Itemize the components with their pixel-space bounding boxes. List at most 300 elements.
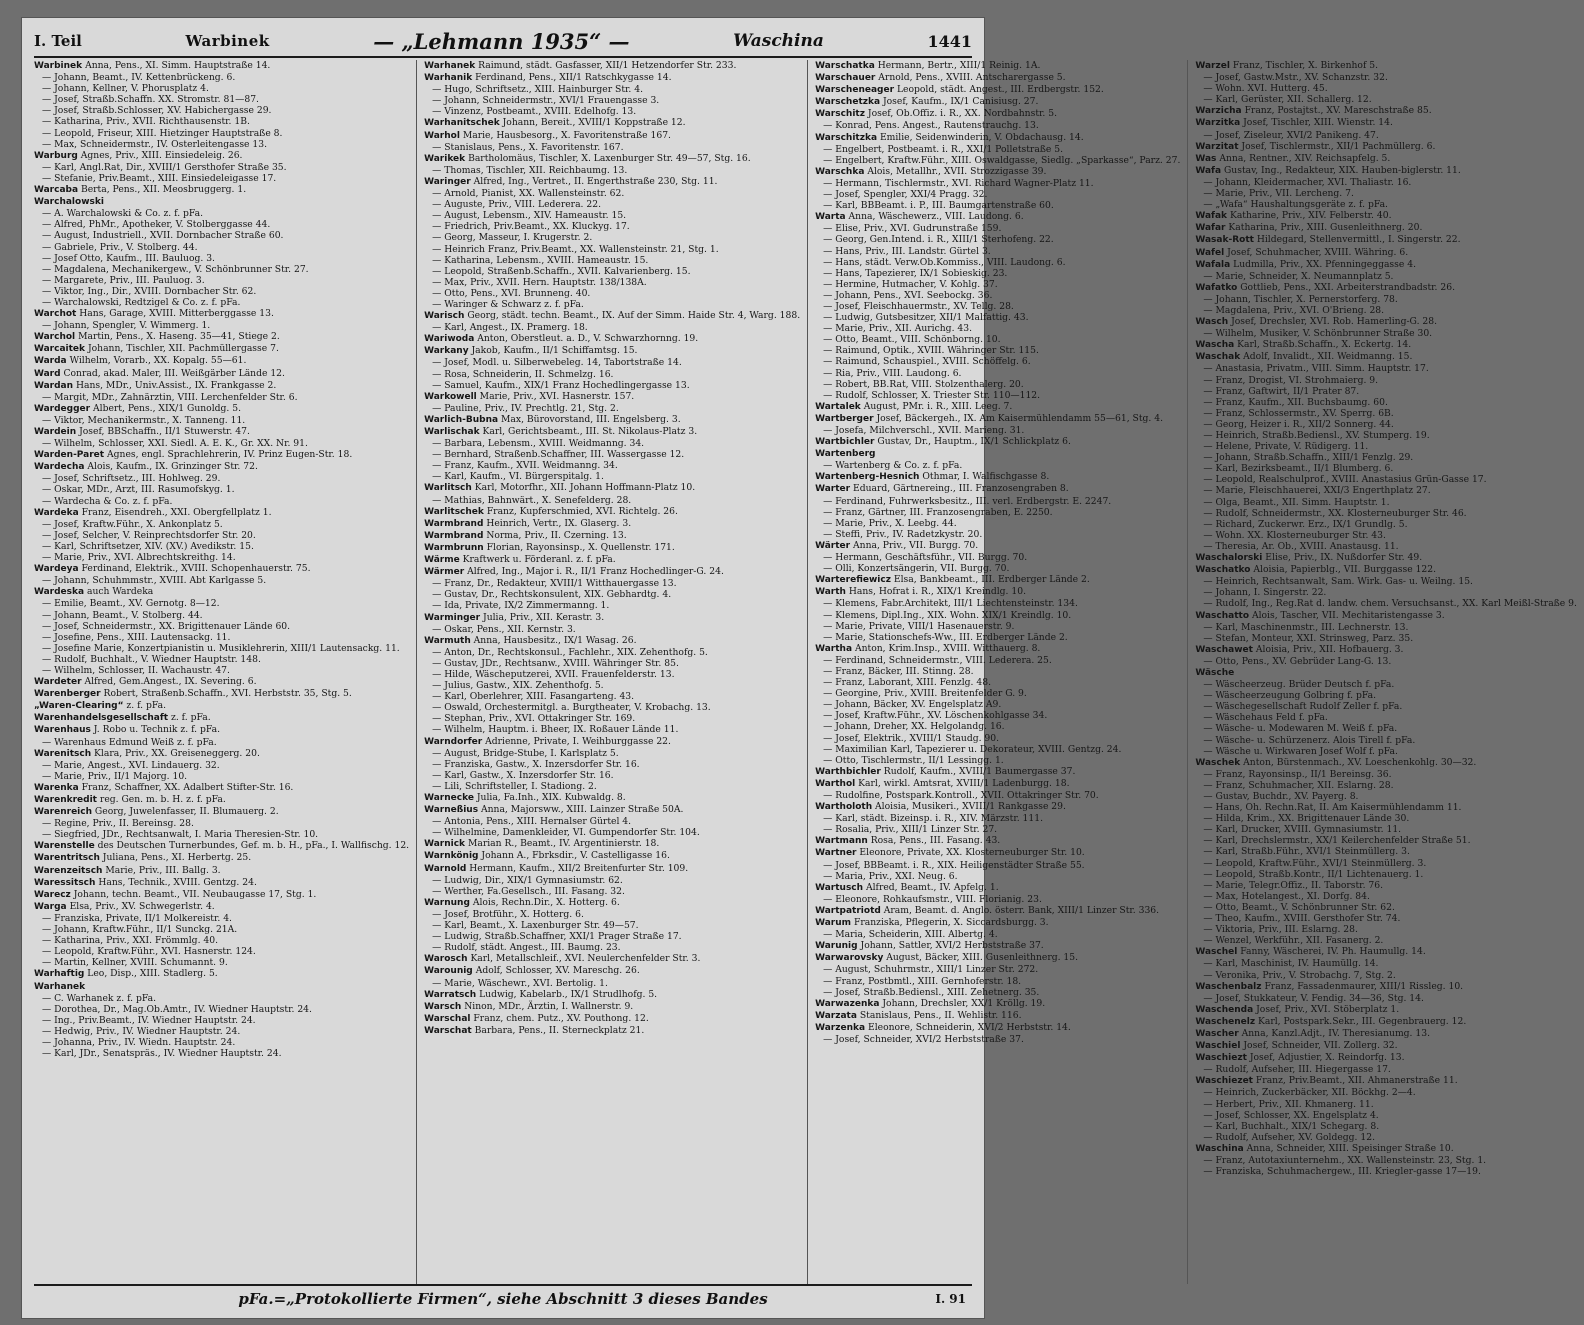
directory-entry <box>815 801 1180 813</box>
entry-surname: Warenkredit <box>34 795 97 805</box>
entry-details: — Johann, Pens., XVI. Seebockg. 36. <box>823 289 993 301</box>
entry-details: — Josef, Spengler, XXI/4 Pragg. 32. <box>823 189 988 201</box>
directory-entry <box>1195 610 1577 622</box>
page-header <box>34 26 972 58</box>
directory-entry <box>1195 552 1577 564</box>
directory-entry <box>424 142 800 153</box>
directory-entry <box>424 495 800 506</box>
entry-surname: Wärter <box>815 540 851 551</box>
entry-details: — Magdalena, Priv., XVI. O'Brieng. 28. <box>1203 304 1385 316</box>
entry-details: Johann, techn. Beamt., VII. Neubaugasse 17, Stg. 1. <box>73 888 317 900</box>
entry-surname: Warschatka <box>815 61 875 71</box>
entry-details: Franz, Eisendreh., XXI. Obergfellplatz 1. <box>81 506 272 518</box>
entry-surname: Warhaftig <box>34 969 85 980</box>
entry-details: — Karl, Drucker, XVIII. Gymnasiumstr. 11. <box>1203 824 1402 836</box>
directory-entry <box>34 530 409 541</box>
entry-surname: Wafel <box>1195 247 1225 258</box>
directory-entry <box>1195 667 1577 679</box>
entry-details: — Karl, JDr., Senatspräs., IV. Wiedner Hauptstr. 24. <box>42 1048 282 1060</box>
page-footer <box>34 1284 972 1312</box>
entry-surname: Warenhandelsgesellschaft <box>34 713 169 724</box>
entry-details: Georg, städt. techn. Beamt., IX. Auf der Simm. Haide Str. 4, Warg. 188. <box>467 310 801 322</box>
directory-entry <box>815 1010 1180 1022</box>
range-end-word: Waschina <box>733 31 824 51</box>
entry-details: Gustav, Ing., Redakteur, XIX. Hauben-biglerstr. 11. <box>1223 164 1461 176</box>
entry-details: Karl, Straßb.Schaffn., X. Eckertg. 14. <box>1237 339 1412 351</box>
directory-entry <box>424 130 800 142</box>
directory-entry <box>424 322 800 333</box>
entry-details: Rosa, Pens., III. Fasang. 43. <box>870 835 1001 847</box>
entry-details: Anton, Bürstenmach., XV. Loeschenkohlg. 30—32. <box>1243 756 1477 768</box>
entry-surname: Wartusch <box>815 882 864 893</box>
directory-entry <box>424 680 800 691</box>
entry-details: — Leopold, Straßenb.Schaffn., XVII. Kalvarienberg. 15. <box>432 265 691 277</box>
directory-entry <box>815 699 1180 710</box>
entry-details: Franz, chem. Putz., XV. Pouthong. 12. <box>473 1012 649 1024</box>
entry-surname: Warlitschek <box>424 506 484 517</box>
entry-surname: Warmbrand <box>424 530 484 541</box>
directory-entry <box>424 1013 800 1025</box>
directory-entry <box>1195 913 1577 924</box>
directory-entry <box>34 496 409 507</box>
directory-entry <box>424 909 800 920</box>
directory-entry <box>424 288 800 299</box>
directory-entry <box>34 392 409 403</box>
directory-entry <box>1195 452 1577 463</box>
entry-details: — Warenhaus Edmund Weiß z. f. pFa. <box>42 736 217 748</box>
entry-details: Alfred, Gem.Angest., IX. Severing. 6. <box>84 676 257 688</box>
entry-details: Anna, Schneider, XIII. Speisinger Straße 10. <box>1246 1142 1454 1154</box>
directory-entry <box>1195 508 1577 519</box>
entry-details: Aloisia, Papierblg., VII. Burggasse 122. <box>1253 564 1437 576</box>
directory-entry <box>1195 541 1577 552</box>
entry-surname: Waschenda <box>1195 1004 1254 1015</box>
directory-entry <box>424 850 800 862</box>
directory-entry <box>34 981 409 993</box>
directory-entry <box>34 415 409 426</box>
entry-details: Johann, Tischler, XII. Pachmüllergasse 7. <box>87 343 279 355</box>
directory-entry <box>815 643 1180 655</box>
entry-details: Franz, Fassadenmaurer, XIII/1 Rissleg. 10. <box>1264 980 1464 992</box>
entry-surname: Warzata <box>815 1010 857 1021</box>
directory-entry <box>424 736 800 748</box>
entry-details: — Josefine, Pens., XIII. Lautensackg. 11. <box>42 631 231 643</box>
entry-surname: Wasak-Rott <box>1195 235 1254 246</box>
directory-entry <box>1195 946 1577 958</box>
entry-details: — Wilhelm, Hauptm. i. Bheer, IX. Roßauer Lände 11. <box>432 724 679 736</box>
directory-entry <box>815 496 1180 507</box>
entry-surname: Warter <box>815 484 851 495</box>
directory-entry <box>815 234 1180 245</box>
directory-entry <box>34 676 409 688</box>
entry-details: — Georgine, Priv., XVIII. Breitenfelder G. 9. <box>823 688 1027 700</box>
directory-entry <box>424 460 800 471</box>
entry-surname: Warkany <box>424 346 469 357</box>
entry-details: — Johanna, Priv., IV. Wiedn. Hauptstr. 24. <box>42 1036 236 1048</box>
directory-entry <box>815 987 1180 998</box>
entry-surname: Warschitz <box>815 109 865 120</box>
entry-surname: Waringer <box>424 176 471 187</box>
entry-details: Agnes, Priv., XIII. Einsiedeleig. 26. <box>80 149 243 161</box>
entry-surname: Warunig <box>815 941 858 952</box>
directory-entry <box>815 621 1180 632</box>
directory-entry <box>1195 746 1577 757</box>
directory-entry <box>424 391 800 403</box>
entry-details: Josef, Tischlermstr., XII/1 Pachmüllerg. 6. <box>1241 140 1436 152</box>
directory-entry <box>815 84 1180 96</box>
directory-entry <box>815 790 1180 801</box>
entry-details: Hans, Garage, XVIII. Mitterberggasse 13. <box>79 308 274 320</box>
directory-entry <box>1195 924 1577 935</box>
directory-entry <box>424 965 800 977</box>
directory-entry <box>34 286 409 297</box>
entry-details: — Engelbert, Kraftw.Führ., XIII. Oswaldgasse, Siedlg. „Sparkasse“, Parz. 27. <box>823 154 1181 166</box>
entry-surname: Warschitzka <box>815 132 878 143</box>
directory-entry <box>1195 419 1577 430</box>
entry-details: — Wilhelm, Schlosser, XXI. Siedl. A. E. K., Gr. XX. Nr. 91. <box>42 438 308 450</box>
directory-entry <box>1195 598 1577 609</box>
directory-entry <box>1195 519 1577 530</box>
directory-entry <box>1195 141 1577 153</box>
entry-surname: Wäsche <box>1195 667 1235 678</box>
entry-surname: Warhol <box>424 130 460 141</box>
directory-entry <box>34 621 409 632</box>
entry-details: — Emilie, Beamt., XV. Gernotg. 8—12. <box>42 598 220 610</box>
directory-entry <box>34 519 409 530</box>
directory-entry <box>34 320 409 331</box>
directory-entry <box>34 253 409 264</box>
entry-details: — Rudolf, Aufseher, III. Hiegergasse 17. <box>1203 1064 1391 1076</box>
entry-details: — Warchalowski, Redtzigel & Co. z. f. pFa. <box>42 296 241 308</box>
directory-entry <box>424 600 800 611</box>
entry-surname: Warenreich <box>34 807 92 818</box>
entry-surname: Warcaba <box>34 185 79 196</box>
entry-details: — Alfred, PhMr., Apotheker, V. Stolberggasse 44. <box>42 219 271 231</box>
entry-details: — Dorothea, Dr., Mag.Ob.Amtr., IV. Wiedner Hauptstr. 24. <box>42 1003 312 1015</box>
directory-entry <box>1195 576 1577 587</box>
entry-surname: Warzenka <box>815 1022 866 1033</box>
entry-details: — Ria, Priv., VIII. Laudong. 6. <box>823 367 962 379</box>
directory-entry <box>1195 177 1577 188</box>
entry-surname: Warden-Paret <box>34 450 105 461</box>
entry-details: Hildegard, Stellenvermittl., I. Singerstr. 22. <box>1256 234 1461 246</box>
directory-entry <box>815 120 1180 131</box>
directory-entry <box>1195 712 1577 723</box>
directory-entry <box>34 128 409 139</box>
directory-entry <box>1195 1166 1577 1177</box>
entry-surname: Warzitat <box>1195 141 1239 152</box>
entry-surname: Warthbichler <box>815 766 881 777</box>
entry-details: — Ludwig, Gutsbesitzer, XII/1 Malfattig. 43. <box>823 312 1029 324</box>
directory-entry <box>815 401 1180 413</box>
directory-entry <box>815 460 1180 471</box>
directory-title: — „Lehmann 1935“ — <box>373 28 630 54</box>
entry-surname: Warbinek <box>34 61 83 71</box>
directory-entry <box>1195 564 1577 576</box>
entry-surname: Wafa <box>1195 165 1222 176</box>
directory-entry <box>1195 846 1577 857</box>
directory-entry <box>34 563 409 575</box>
entry-surname: Was <box>1195 153 1217 164</box>
directory-entry <box>34 368 409 380</box>
entry-details: — Hans, Priv., III. Landstr. Gürtel 3. <box>823 245 991 257</box>
entry-details: — Theresia, Ar. Ob., XVIII. Anastausg. 11. <box>1203 540 1399 552</box>
entry-details: — Wäschehaus Feld f. pFa. <box>1203 712 1328 724</box>
directory-entry <box>424 792 800 804</box>
directory-entry <box>34 173 409 184</box>
entry-details: — Stephan, Priv., XVI. Ottakringer Str. 169. <box>432 713 636 725</box>
entry-surname: Wartbichler <box>815 437 875 448</box>
entry-details: — Antonia, Pens., XIII. Hernalser Gürtel 4. <box>432 816 632 828</box>
directory-entry <box>424 426 800 438</box>
entry-details: — Steffi, Priv., IV. Radetzkystr. 20. <box>823 528 983 540</box>
entry-details: Franz, Kupferschmied, XVI. Richtelg. 26. <box>486 505 678 517</box>
directory-entry <box>1195 757 1577 769</box>
entry-surname: Waschiel <box>1195 1041 1241 1052</box>
entry-surname: Warisch <box>424 311 465 322</box>
entry-surname: Warth <box>815 587 846 598</box>
directory-entry <box>424 713 800 724</box>
entry-details: Emilie, Seidenwinderin, V. Obdachausg. 14. <box>879 131 1084 143</box>
entry-surname: Warschat <box>424 1025 472 1036</box>
entry-details: — Josef, Modl. u. Silberwebeleg. 14, Tabortstraße 14. <box>432 357 682 369</box>
directory-entry <box>424 658 800 669</box>
entry-details: — Hans, Oh. Rechn.Rat, II. Am Kaisermühlendamm 11. <box>1203 802 1462 814</box>
entry-details: Conrad, akad. Maler, III. Weißgärber Lände 12. <box>63 367 285 379</box>
directory-entry <box>424 724 800 735</box>
entry-details: Josef, Adjustier, X. Reindorfg. 13. <box>1249 1052 1405 1064</box>
entry-details: Johann A., Fbrksdir., V. Castelligasse 16. <box>481 850 670 862</box>
directory-entry <box>1195 587 1577 598</box>
entry-surname: Warterefiewicz <box>815 575 891 586</box>
directory-entry <box>815 483 1180 495</box>
directory-entry <box>424 84 800 95</box>
entry-details: — Johann, I. Singerstr. 22. <box>1203 587 1327 599</box>
directory-entry <box>815 847 1180 859</box>
directory-entry <box>1195 222 1577 234</box>
directory-entry <box>815 144 1180 155</box>
directory-entry <box>424 482 800 494</box>
entry-details: — Friedrich, Priv.Beamt., XX. Kluckyg. 17. <box>432 221 630 233</box>
entry-details: Aram, Beamt. d. Anglo. österr. Bank, XIII/1 Linzer Str. 336. <box>883 904 1160 916</box>
entry-surname: Warlitsch <box>424 483 472 494</box>
entry-surname: Wardein <box>34 427 77 437</box>
directory-entry <box>815 940 1180 952</box>
entry-details: — Josef, Fleischhauermstr., XV. Tellg. 28. <box>823 300 1014 312</box>
entry-details: — Klemens, Dipl.Ing., XIX. Wohn. XIX/1 Kreindlg. 10. <box>823 609 1072 621</box>
directory-entry <box>1195 723 1577 734</box>
entry-details: — Josef, Straßb.Bediensl., XIII. Zehetnerg. 35. <box>823 986 1040 998</box>
entry-details: Julia, Priv., XII. Kerastr. 3. <box>483 611 605 623</box>
directory-entry <box>1195 328 1577 339</box>
directory-entry <box>1195 247 1577 259</box>
directory-entry <box>34 760 409 771</box>
entry-details: — Karl, Maschinist, IV. Haumüllg. 14. <box>1203 958 1379 970</box>
entry-details: — Auguste, Priv., VIII. Lederera. 22. <box>432 199 601 211</box>
directory-entry <box>1195 813 1577 824</box>
directory-entry <box>815 1034 1180 1045</box>
entry-details: Leopold, städt. Angest., III. Erdbergstr. 152. <box>896 84 1104 96</box>
directory-entry <box>1195 858 1577 869</box>
entry-details: — Franz, Gaftwirt, II/1 Prater 87. <box>1203 385 1360 397</box>
directory-entry <box>1195 690 1577 701</box>
entry-details: — Veronika, Priv., V. Strobachg. 7, Stg. 2. <box>1203 969 1396 981</box>
entry-details: — August, Bridge-Stube, I. Karlsplatz 5. <box>432 747 619 759</box>
directory-entry <box>34 724 409 736</box>
entry-details: — Wäschegesellschaft Rudolf Zeller f. pFa. <box>1203 701 1403 713</box>
entry-details: Anton, Oberstleut. a. D., V. Schwarzhornng. 19. <box>477 333 699 345</box>
directory-entry <box>34 150 409 162</box>
entry-surname: Wafar <box>1195 223 1226 234</box>
entry-details: — Marie, Priv., X. Leebg. 44. <box>823 517 957 529</box>
directory-entry <box>34 782 409 794</box>
entry-surname: Warmbrunn <box>424 542 484 553</box>
directory-entry <box>424 266 800 277</box>
directory-entry <box>815 379 1180 390</box>
entry-details: — Hermann, Tischlermstr., XVI. Richard Wagner-Platz 11. <box>823 177 1094 189</box>
entry-details: — Franz, Schlossermstr., XV. Sperrg. 6B. <box>1203 407 1394 419</box>
section-label: I. Teil <box>34 32 82 50</box>
entry-details: Josef, Kaufm., IX/1 Canisiusg. 27. <box>882 96 1039 108</box>
directory-entry <box>815 964 1180 975</box>
entry-details: Eleonore, Private, XX. Klosterneuburger Str. 10. <box>859 847 1085 859</box>
directory-entry <box>34 461 409 473</box>
entry-details: — Rosalia, Priv., XIII/1 Linzer Str. 27. <box>823 824 998 836</box>
entry-surname: Wardecha <box>34 462 85 473</box>
entry-details: Ludwig, Kabelarb., IX/1 Strudlhofg. 5. <box>479 988 658 1000</box>
directory-entry <box>815 540 1180 552</box>
entry-details: — Wenzel, Werkführ., XII. Fasanerg. 2. <box>1203 935 1384 947</box>
directory-entry <box>1195 1016 1577 1028</box>
directory-entry <box>424 153 800 165</box>
entry-details: — Wäscheerzeug. Brüder Deutsch f. pFa. <box>1203 679 1395 691</box>
directory-entry <box>34 610 409 621</box>
entry-details: — C. Warhanek z. f. pFa. <box>42 992 157 1004</box>
entry-details: — Ferdinand, Fuhrwerksbesitz., III. verl. Erdbergstr. E. 2247. <box>823 495 1112 507</box>
entry-details: — Hermine, Hutmacher, V. Kohlg. 37. <box>823 278 998 290</box>
entry-details: Marian R., Beamt., IV. Argentinierstr. 18. <box>467 838 660 850</box>
entry-details: Franz, Priv.Beamt., XII. Ahmanerstraße 11. <box>1255 1075 1458 1087</box>
entry-details: — Thomas, Tischler, XII. Reichbaumg. 13. <box>432 164 628 176</box>
entry-details: Josef, Schuhmacher, XVIII. Währing. 6. <box>1227 246 1409 258</box>
directory-entry <box>815 766 1180 778</box>
directory-entry <box>424 60 800 72</box>
entry-details: Marie, Priv., III. Ballg. 3. <box>105 864 221 876</box>
directory-entry <box>424 838 800 850</box>
directory-entry <box>815 998 1180 1010</box>
entry-surname: Wardeka <box>34 507 79 518</box>
entry-surname: Warecz <box>34 889 71 900</box>
entry-details: — Wäsche- u. Schürzenerz. Alois Tirell f. pFa. <box>1203 734 1416 746</box>
directory-entry <box>1195 656 1577 667</box>
entry-details: — Leopold, Realschulprof., XVIII. Anastasius Grün-Gasse 17. <box>1203 474 1487 486</box>
entry-details: — Georg, Heizer i. R., XII/2 Sonnerg. 44. <box>1203 418 1394 430</box>
entry-surname: Warnkönig <box>424 851 479 862</box>
entry-details: — Josef, BBBeamt. i. R., XIX. Heiligenstädter Straße 55. <box>823 859 1085 871</box>
entry-details: — Rudolf, Buchhalt., V. Wiedner Hauptstr. 148. <box>42 653 261 665</box>
entry-surname: Warschka <box>815 166 865 177</box>
entry-details: Hans, MDr., Univ.Assist., IX. Frankgasse 2. <box>75 379 277 391</box>
directory-entry <box>34 700 409 712</box>
directory-entry <box>815 345 1180 356</box>
entry-details: Anna, Kanzl.Adjt., IV. Theresianumg. 13. <box>1241 1027 1431 1039</box>
entry-details: — Katharina, Priv., XXI. Frömmlg. 40. <box>42 935 219 947</box>
entry-details: Josef, Ob.Offiz. i. R., XX. Nordbahnstr. 5. <box>867 108 1057 120</box>
directory-entry <box>34 901 409 913</box>
entry-details: — Elise, Priv., XVI. Gudrunstraße 159. <box>823 223 1002 235</box>
entry-details: — Max, Hotelangest., XI. Dorfg. 84. <box>1203 890 1370 902</box>
entry-details: — Eleonore, Rohkaufsmstr., VIII. Florianig. 23. <box>823 893 1042 905</box>
entry-surname: Warenzeitsch <box>34 865 103 876</box>
directory-columns <box>34 60 1577 1284</box>
directory-entry <box>815 721 1180 732</box>
directory-entry <box>34 575 409 586</box>
entry-details: — Hugo, Schriftsetz., XIII. Hainburger Str. 4. <box>432 84 644 96</box>
directory-entry <box>34 473 409 484</box>
entry-details: — Hans, Tapezierer, IX/1 Sobieskig. 23. <box>823 267 1008 279</box>
directory-entry <box>815 894 1180 905</box>
directory-entry <box>1195 1132 1577 1143</box>
directory-entry <box>815 952 1180 964</box>
directory-entry <box>1195 701 1577 712</box>
entry-details: — Viktoria, Priv., III. Eslarng. 28. <box>1203 924 1358 936</box>
entry-details: Martin, Pens., X. Haseng. 35—41, Stiege 2. <box>78 331 280 343</box>
entry-surname: Warhanek <box>34 981 86 992</box>
entry-details: Heinrich, Vertr., IX. Glaserg. 3. <box>486 517 632 529</box>
entry-details: — Oskar, Pens., XII. Kernstr. 3. <box>432 623 576 635</box>
directory-entry <box>424 221 800 232</box>
entry-details: Josef, Priv., XVI. Stöberplatz 1. <box>1256 1003 1400 1015</box>
entry-details: — Franziska, Gastw., X. Inzersdorfer Str. 16. <box>432 758 640 770</box>
directory-entry <box>424 72 800 84</box>
entry-surname: Warnecke <box>424 793 474 803</box>
entry-surname: Warscheneager <box>815 85 895 96</box>
entry-details: — Karl, Oberlehrer, XIII. Fasangarteng. 43. <box>432 691 635 703</box>
entry-details: — Rudolf, Ing., Reg.Rat d. landw. chem. Versuchsanst., XX. Karl Meißl-Straße 9. <box>1203 598 1577 610</box>
entry-details: — Marie, Wäschewr., XVI. Bertolig. 1. <box>432 977 608 989</box>
directory-entry <box>424 310 800 322</box>
directory-entry <box>34 264 409 275</box>
directory-entry <box>424 414 800 426</box>
entry-surname: Warwazenka <box>815 998 880 1009</box>
entry-details: Rudolf, Kaufm., XVIII/1 Baumergasse 37. <box>883 765 1076 777</box>
entry-details: — Wäsche u. Wirkwaren Josef Wolf f. pFa. <box>1203 745 1398 757</box>
entry-details: — Viktor, Ing., Dir., XVIII. Dornbacher Str. 62. <box>42 285 257 297</box>
entry-details: Juliana, Pens., XI. Herbertg. 25. <box>102 852 252 864</box>
entry-details: — Karl, Kaufm., VI. Bürgerspitalg. 1. <box>432 471 604 483</box>
entry-details: Anna, Pens., XI. Simm. Hauptstraße 14. <box>85 60 271 71</box>
entry-surname: Wartner <box>815 848 857 859</box>
directory-entry <box>1195 210 1577 222</box>
directory-entry <box>1195 835 1577 846</box>
directory-entry <box>815 778 1180 790</box>
directory-entry <box>815 917 1180 929</box>
directory-entry <box>424 403 800 414</box>
directory-entry <box>424 117 800 129</box>
entry-details: — Wilhelm, Schlosser, II. Wachaustr. 47. <box>42 664 230 676</box>
directory-entry <box>1195 935 1577 946</box>
entry-details: — Ferdinand, Schneidermstr., VIII. Lederera. 25. <box>823 654 1052 666</box>
entry-details: — Rosa, Schneiderin, II. Schmelzg. 16. <box>432 368 614 380</box>
entry-details: — Maximilian Karl, Tapezierer u. Dekorateur, XVIII. Gentzg. 24. <box>823 743 1122 755</box>
entry-details: des Deutschen Turnerbundes, Gef. m. b. H., pFa., I. Wallfischg. 12. <box>97 840 410 852</box>
directory-entry <box>424 702 800 713</box>
entry-surname: Warenitsch <box>34 748 92 759</box>
directory-entry <box>424 827 800 838</box>
entry-surname: Warenstelle <box>34 841 95 852</box>
entry-details: Anton, Krim.Insp., XVIII. Witthauerg. 8. <box>854 642 1041 654</box>
directory-entry <box>34 913 409 924</box>
